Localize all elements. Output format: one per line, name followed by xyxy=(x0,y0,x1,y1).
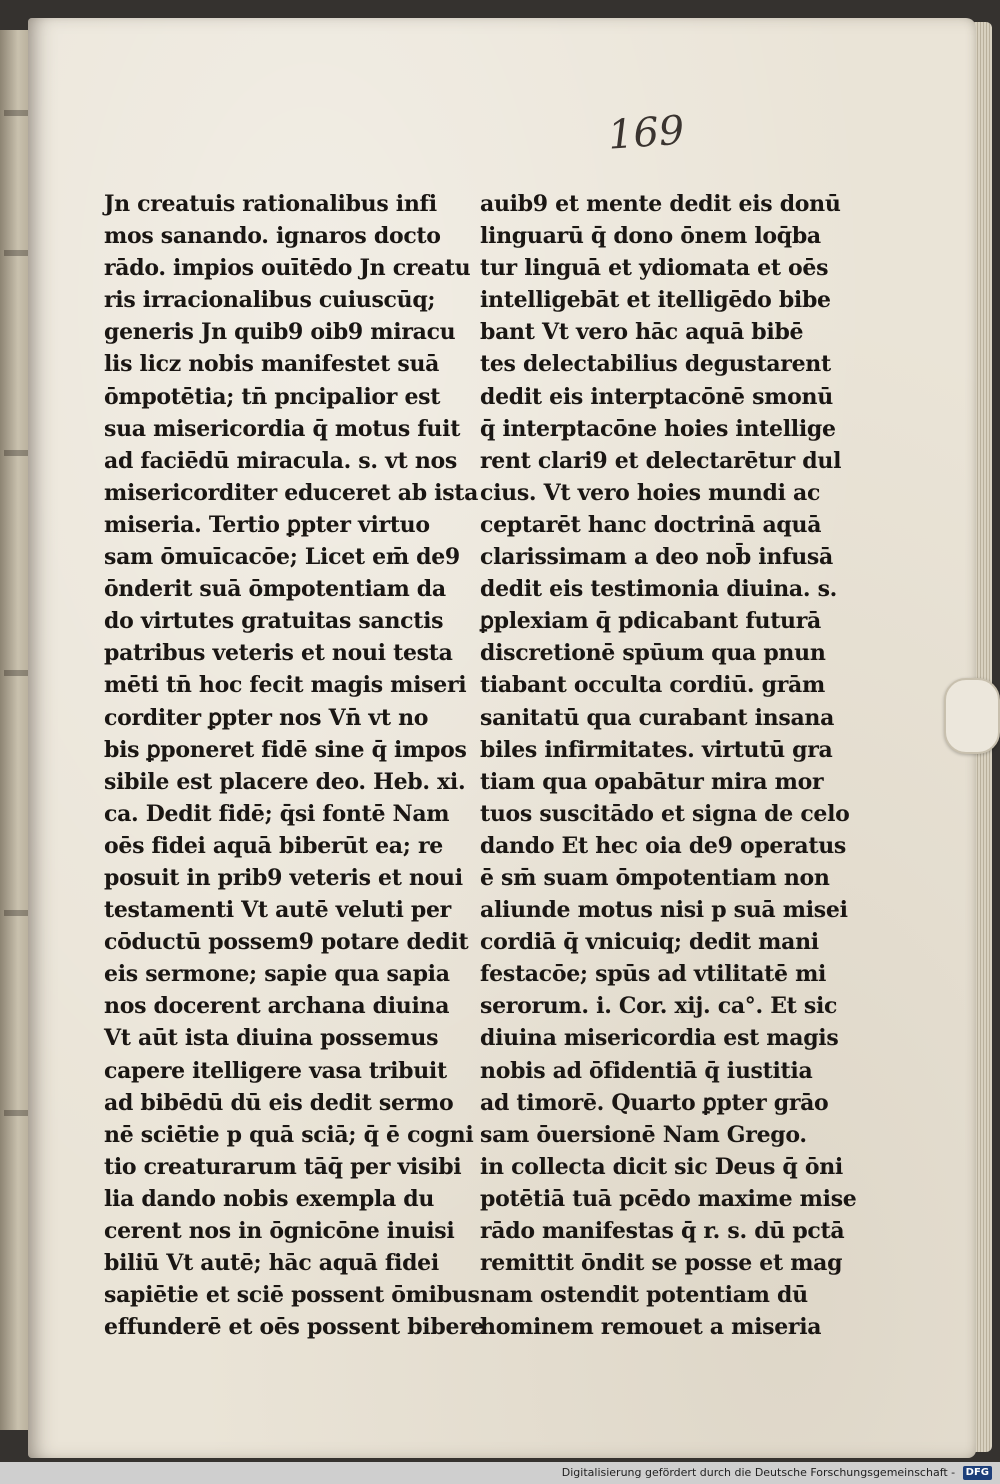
text-line: tuos suscitādo et signa de celo xyxy=(480,800,850,827)
text-line: do virtutes gratuitas sanctis xyxy=(104,608,444,635)
text-line: capere itelligere vasa tribuit xyxy=(104,1057,447,1084)
text-line: bant Vt vero hāc aquā bibē xyxy=(480,319,804,346)
text-line: tes delectabilius degustarent xyxy=(480,351,831,378)
text-line: sanitatū qua curabant insana xyxy=(480,704,835,731)
text-line: ad faciēdū miracula. s. vt nos xyxy=(104,447,457,474)
text-line: q̄ interptacōne hoies intellige xyxy=(480,415,836,442)
text-line: festacōe; spūs ad vtilitatē mi xyxy=(480,961,827,988)
text-line: tur linguā et ydiomata et oēs xyxy=(480,255,829,282)
text-line: auib9 et mente dedit eis donū xyxy=(480,191,841,217)
text-line: ōmpotētia; tn̄ pncipalior est xyxy=(104,383,441,410)
text-column-left xyxy=(104,188,485,1343)
text-line: ōnderit suā ōmpotentiam da xyxy=(104,576,446,603)
text-line: sam ōuersionē Nam Grego. xyxy=(480,1121,807,1148)
text-line: misericorditer educeret ab ista xyxy=(104,479,479,506)
text-line: posuit in prib9 veteris et noui xyxy=(104,864,463,891)
digitization-footer xyxy=(0,1462,1000,1484)
text-line: ris irracionalibus cuiuscūq; xyxy=(104,287,436,314)
text-line: linguarū q̄ dono ōnem loq̄ba xyxy=(480,223,821,250)
text-line: serorum. i. Cor. xij. ca°. Et sic xyxy=(480,993,838,1020)
dfg-logo: DFG xyxy=(963,1466,992,1480)
text-line: sua misericordia q̄ motus fuit xyxy=(104,415,461,442)
text-line: mos sanando. ignaros docto xyxy=(104,223,441,250)
text-line: sam ōmuīcacōe; Licet em̄ de9 xyxy=(104,544,460,571)
text-line: cerent nos in ōgnicōne inuisi xyxy=(104,1218,455,1244)
text-line: intelligebāt et itelligēdo bibe xyxy=(480,287,831,314)
text-line: biles infirmitates. virtutū gra xyxy=(480,736,833,763)
text-line: ca. Dedit fidē; q̄si fontē Nam xyxy=(104,800,450,827)
text-line: rādo. impios ouītēdo Jn creatu xyxy=(104,255,471,282)
text-line: lis licz nobis manifestet suā xyxy=(104,351,440,378)
text-line: Vt aūt ista diuina possemus xyxy=(104,1025,439,1052)
text-line: miseria. Tertio ꝑpter virtuo xyxy=(104,511,430,538)
text-line: dedit eis testimonia diuina. s. xyxy=(480,576,838,603)
text-line: diuina misericordia est magis xyxy=(480,1025,839,1052)
text-line: bis ꝑponeret fidē sine q̄ impos xyxy=(104,736,467,763)
text-line: clarissimam a deo nob̄ infusā xyxy=(480,544,833,571)
text-line: mēti tn̄ hoc fecit magis miseri xyxy=(104,672,467,699)
text-line: cordiā q̄ vnicuiq; dedit mani xyxy=(480,929,819,956)
text-line: tiam qua opabātur mira mor xyxy=(480,768,824,795)
text-line: tio creaturarum tāq̄ per visibi xyxy=(104,1153,462,1180)
text-line: nē sciētie p quā sciā; q̄ ē cogni xyxy=(104,1121,474,1148)
text-line: tiabant occulta cordiū. grām xyxy=(480,672,825,699)
text-line: rent clari9 et delectarētur dul xyxy=(480,447,842,474)
text-line: discretionē spūum qua pnun xyxy=(480,640,826,667)
text-line: eis sermone; sapie qua sapia xyxy=(104,961,450,988)
text-line: nos docerent archana diuina xyxy=(104,993,450,1020)
text-line: cōductū possem9 potare dedit xyxy=(104,929,469,956)
text-line: rādo manifestas q̄ r. s. dū pctā xyxy=(480,1218,845,1244)
text-line: oēs fidei aquā biberūt ea; re xyxy=(104,832,443,859)
text-line: cius. Vt vero hoies mundi ac xyxy=(480,479,821,506)
text-line: nam ostendit potentiam dū xyxy=(480,1282,808,1309)
text-line: biliū Vt autē; hāc aquā fidei xyxy=(104,1250,439,1277)
text-line: corditer ꝑpter nos Vn̄ vt no xyxy=(104,704,429,731)
text-line: ad timorē. Quarto ꝑpter grāo xyxy=(480,1089,829,1116)
text-line: in collecta dicit sic Deus q̄ ōni xyxy=(480,1153,843,1180)
text-line: dedit eis interptacōnē smonū xyxy=(480,383,833,410)
text-line: ꝑplexiam q̄ pdicabant futurā xyxy=(480,608,821,635)
text-line: aliunde motus nisi p suā misei xyxy=(480,897,848,924)
footer-credit: Digitalisierung gefördert durch die Deutsche Forschungsgemeinschaft - xyxy=(561,1466,956,1479)
text-line: ad bibēdū dū eis dedit sermo xyxy=(104,1089,454,1116)
text-column-right xyxy=(480,188,857,1343)
text-line: generis Jn quib9 oib9 miracu xyxy=(104,319,456,346)
text-line: nobis ad ōfidentiā q̄ iustitia xyxy=(480,1057,813,1084)
handwritten-page-number: 169 xyxy=(606,107,686,159)
text-line: remittit ōndit se posse et mag xyxy=(480,1250,843,1277)
text-line: ē sm̄ suam ōmpotentiam non xyxy=(480,864,830,891)
text-line: sibile est placere deo. Heb. xi. xyxy=(104,768,466,795)
text-line: Jn creatuis rationalibus infi xyxy=(104,191,437,217)
text-line: testamenti Vt autē veluti per xyxy=(104,897,451,924)
text-line: ceptarēt hanc doctrinā aquā xyxy=(480,511,822,538)
page-tab-marker xyxy=(944,678,1000,754)
text-line: patribus veteris et noui testa xyxy=(104,640,453,667)
text-line: effunderē et oēs possent bibere xyxy=(104,1314,485,1341)
text-line: dando Et hec oia de9 operatus xyxy=(480,832,847,859)
text-line: potētiā tuā pcēdo maxime mise xyxy=(480,1185,857,1212)
text-line: hominem remouet a miseria xyxy=(480,1314,822,1341)
text-line: sapiētie et sciē possent ōmibus xyxy=(104,1282,480,1309)
text-line: lia dando nobis exempla du xyxy=(104,1185,435,1212)
